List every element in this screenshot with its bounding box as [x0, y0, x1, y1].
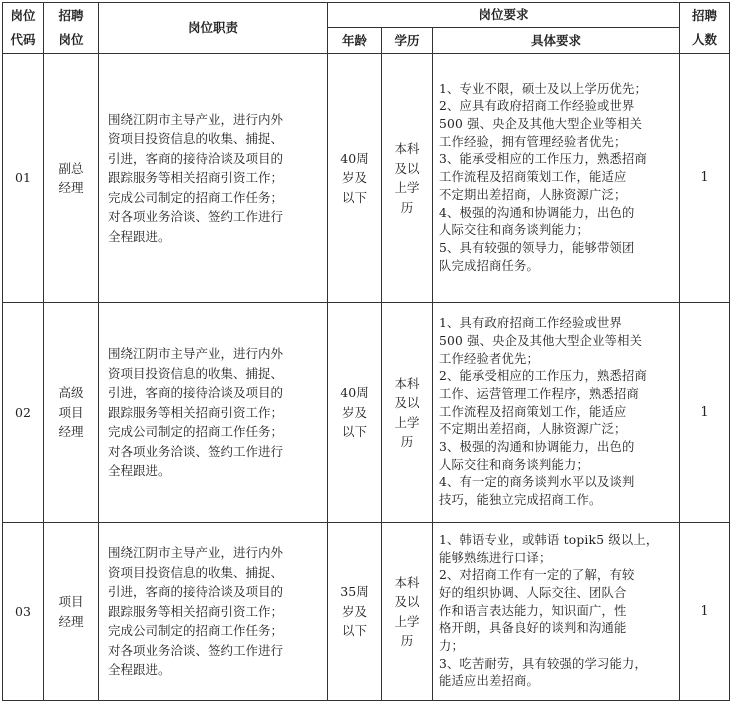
row-position: 副总 经理 [44, 54, 99, 303]
header-position: 招聘 岗位 [44, 3, 99, 54]
header-duties: 岗位职责 [99, 3, 328, 54]
row-count: 1 [680, 523, 730, 701]
row-position: 高级 项目 经理 [44, 303, 99, 523]
header-count: 招聘 人数 [680, 3, 730, 54]
row-requirements: 1、具有政府招商工作经验或世界 500 强、央企及其他大型企业等相关 工作经验者优先； 2、能承受相应的工作压力，熟悉招商 工作、运营管理工作程序，熟悉招商 工作流程及招商策划工作，能适应 不定期出差招商，人脉资源广泛； 3、极强的沟通和协调能力，出色的 人际交往和商务谈判能力； 4、有一定的商务谈判水平以及谈判 技巧，能独立完成招商工作。 [433, 303, 680, 523]
row-education: 本科 及以 上学 历 [382, 523, 433, 701]
row-code: 02 [3, 303, 44, 523]
row-education: 本科 及以 上学 历 [382, 54, 433, 303]
recruitment-table [2, 2, 730, 701]
header-education: 学历 [382, 28, 433, 54]
row-education: 本科 及以 上学 历 [382, 303, 433, 523]
table-row [3, 54, 730, 303]
row-code: 01 [3, 54, 44, 303]
header-requirements: 岗位要求 [328, 3, 680, 28]
row-count: 1 [680, 54, 730, 303]
header-specific: 具体要求 [433, 28, 680, 54]
row-age: 40周 岁及 以下 [328, 303, 382, 523]
row-age: 35周 岁及 以下 [328, 523, 382, 701]
row-duties: 围绕江阴市主导产业，进行内外 资项目投资信息的收集、捕捉、 引进，客商的接待洽谈及项目的 跟踪服务等相关招商引资工作； 完成公司制定的招商工作任务； 对各项业务洽谈、签约工作进行 全程跟进。 [99, 54, 328, 303]
row-position: 项目 经理 [44, 523, 99, 701]
header-code: 岗位 代码 [3, 3, 44, 54]
table-row [3, 523, 730, 701]
row-count: 1 [680, 303, 730, 523]
row-duties: 围绕江阴市主导产业，进行内外 资项目投资信息的收集、捕捉、 引进，客商的接待洽谈及项目的 跟踪服务等相关招商引资工作； 完成公司制定的招商工作任务； 对各项业务洽谈、签约工作进行 全程跟进。 [99, 303, 328, 523]
table-row [3, 303, 730, 523]
row-duties: 围绕江阴市主导产业，进行内外 资项目投资信息的收集、捕捉、 引进，客商的接待洽谈及项目的 跟踪服务等相关招商引资工作； 完成公司制定的招商工作任务； 对各项业务洽谈、签约工作进行 全程跟进。 [99, 523, 328, 701]
header-age: 年龄 [328, 28, 382, 54]
row-age: 40周 岁及 以下 [328, 54, 382, 303]
row-code: 03 [3, 523, 44, 701]
row-requirements: 1、专业不限，硕士及以上学历优先； 2、应具有政府招商工作经验或世界 500 强、央企及其他大型企业等相关 工作经验，拥有管理经验者优先； 3、能承受相应的工作压力，熟悉招商 工作流程及招商策划工作，能适应 不定期出差招商，人脉资源广泛； 4、极强的沟通和协调能力，出色的 人际交往和商务谈判能力； 5、具有较强的领导力，能够带领团 队完成招商任务。 [433, 54, 680, 303]
row-requirements: 1、韩语专业，或韩语 topik5 级以上， 能够熟练进行口译； 2、对招商工作有一定的了解，有较 好的组织协调、人际交往、团队合 作和语言表达能力，知识面广，性 格开朗，具备良好的谈判和沟通能 力； 3、吃苦耐劳，具有较强的学习能力， 能适应出差招商。 [433, 523, 680, 701]
